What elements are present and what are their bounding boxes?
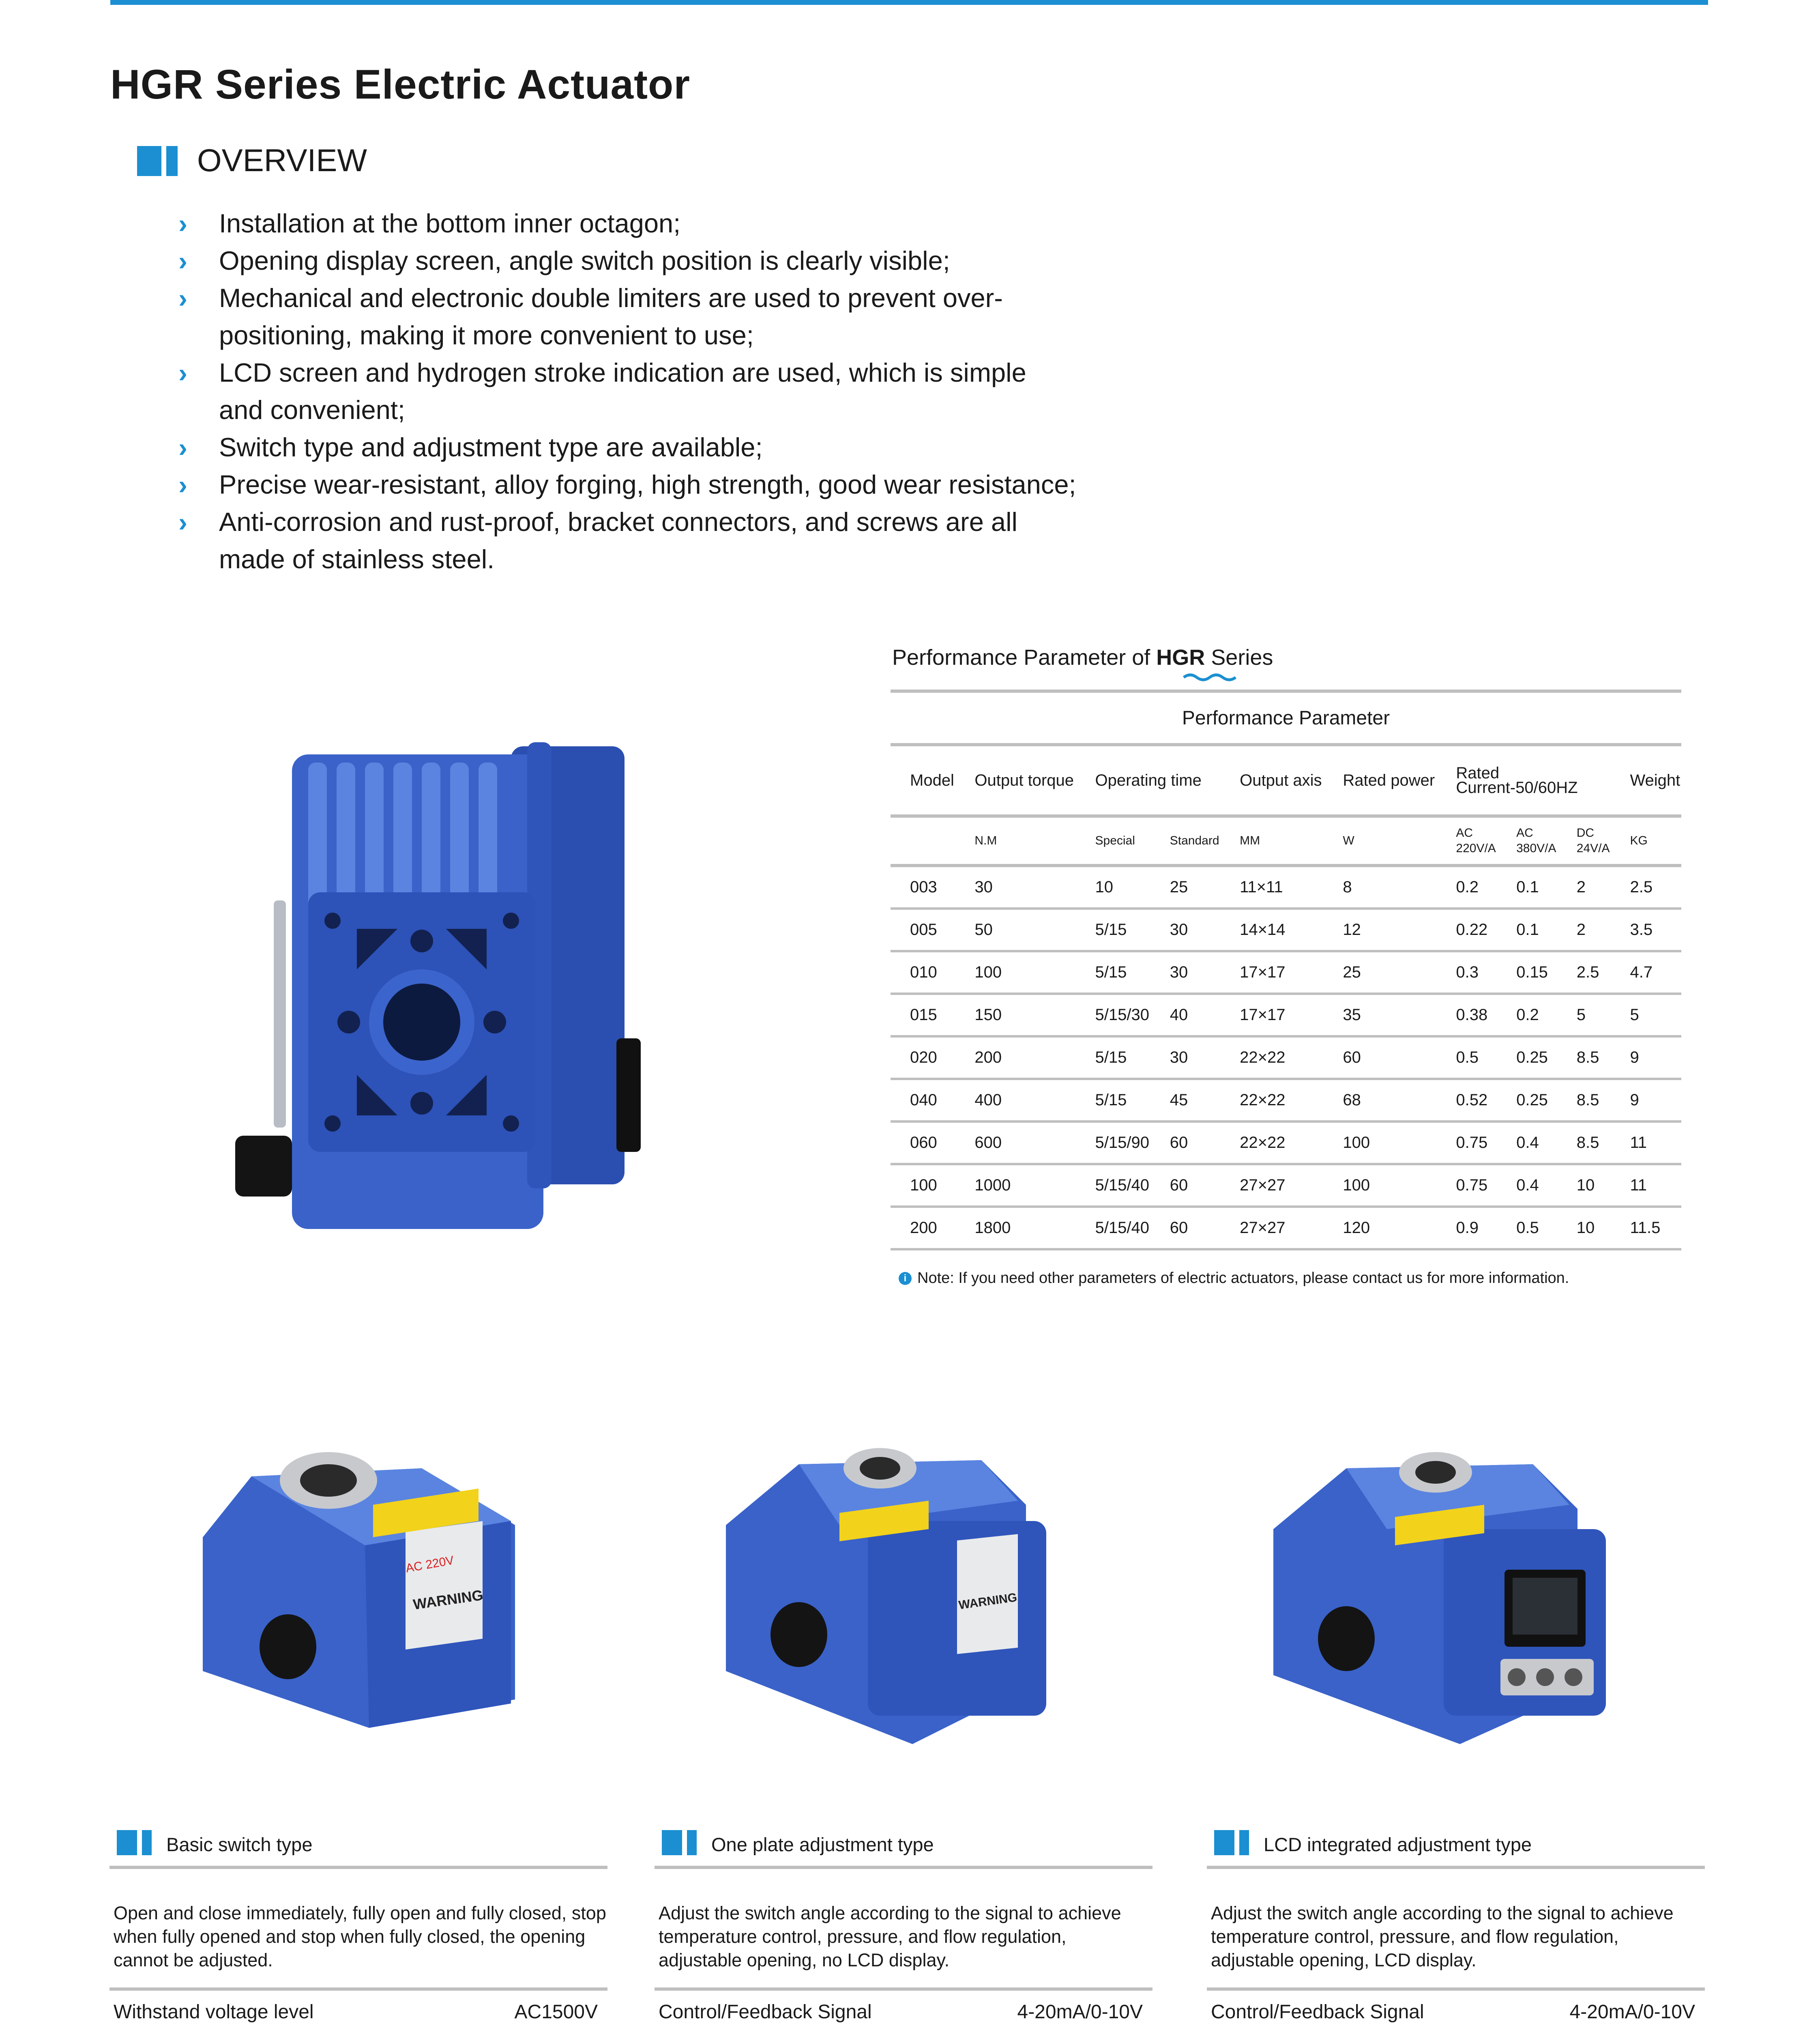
table-cell: 0.9 bbox=[1436, 1207, 1497, 1249]
table-row bbox=[891, 1164, 1681, 1207]
overview-bullet: › LCD screen and hydrogen stroke indication are used, which is simple and convenient; bbox=[178, 354, 1071, 429]
spec-name: Control/Feedback Signal bbox=[1211, 2001, 1424, 2023]
unit-label: AC 380V/A bbox=[1497, 816, 1557, 866]
table-row bbox=[891, 1207, 1681, 1249]
table-cell: 100 bbox=[891, 1164, 955, 1207]
table-cell: 35 bbox=[1323, 994, 1436, 1036]
table-cell: 0.4 bbox=[1497, 1121, 1557, 1164]
overview-bullet-list bbox=[178, 205, 1152, 578]
overview-heading: OVERVIEW bbox=[197, 142, 367, 178]
section-marker-icon bbox=[137, 146, 178, 176]
table-cell: 1000 bbox=[955, 1164, 1075, 1207]
column-header: Operating time bbox=[1076, 745, 1221, 816]
table-cell: 1800 bbox=[955, 1207, 1075, 1249]
table-cell: 5/15/30 bbox=[1076, 994, 1150, 1036]
table-cell: 11.5 bbox=[1611, 1207, 1682, 1249]
table-note: i Note: If you need other parameters of electric actuators, please contact us for more information. bbox=[899, 1270, 1569, 1287]
table-cell: 5 bbox=[1611, 994, 1682, 1036]
type-description: Adjust the switch angle according to the signal to achieve temperature control, pressure, and flow regulation, adjustable opening, no LCD display. bbox=[655, 1869, 1153, 1991]
type-column-lcd bbox=[1207, 1825, 1705, 2028]
overview-bullet: › Mechanical and electronic double limiters are used to prevent over-positioning, making it more convenient to use; bbox=[178, 279, 1010, 354]
table-cell: 0.5 bbox=[1497, 1207, 1557, 1249]
chevron-right-icon: › bbox=[178, 507, 187, 537]
table-caption: Performance Parameter bbox=[891, 691, 1681, 745]
table-cell: 60 bbox=[1150, 1207, 1220, 1249]
column-header: Model bbox=[891, 745, 955, 816]
table-cell: 9 bbox=[1611, 1036, 1682, 1079]
table-cell: 8.5 bbox=[1557, 1121, 1611, 1164]
table-cell: 200 bbox=[955, 1036, 1075, 1079]
type-column-basic bbox=[109, 1825, 607, 2028]
unit-label: MM bbox=[1220, 816, 1323, 866]
top-accent-bar bbox=[110, 0, 1708, 5]
overview-bullet: › Switch type and adjustment type are available; bbox=[178, 429, 1152, 466]
chevron-right-icon: › bbox=[178, 358, 187, 388]
spec-value: 4-20mA/0-10V bbox=[1017, 2001, 1143, 2023]
section-marker-icon bbox=[1214, 1830, 1249, 1855]
table-cell: 150 bbox=[955, 994, 1075, 1036]
table-cell: 22×22 bbox=[1220, 1121, 1323, 1164]
table-cell: 68 bbox=[1323, 1079, 1436, 1121]
table-cell: 0.38 bbox=[1436, 994, 1497, 1036]
table-cell: 0.25 bbox=[1497, 1079, 1557, 1121]
table-cell: 0.75 bbox=[1436, 1121, 1497, 1164]
table-cell: 5/15/40 bbox=[1076, 1164, 1150, 1207]
page-title: HGR Series Electric Actuator bbox=[110, 61, 691, 107]
table-cell: 22×22 bbox=[1220, 1036, 1323, 1079]
table-cell: 60 bbox=[1150, 1164, 1220, 1207]
table-cell: 010 bbox=[891, 951, 955, 994]
svg-text:WARNING: WARNING bbox=[957, 1590, 1018, 1612]
table-row bbox=[891, 994, 1681, 1036]
table-cell: 5 bbox=[1557, 994, 1611, 1036]
table-cell: 40 bbox=[1150, 994, 1220, 1036]
unit-label: Standard bbox=[1150, 816, 1220, 866]
table-cell: 120 bbox=[1323, 1207, 1436, 1249]
table-cell: 2.5 bbox=[1611, 866, 1682, 909]
overview-bullet: › Installation at the bottom inner octagon; bbox=[178, 205, 1152, 242]
table-cell: 0.4 bbox=[1497, 1164, 1557, 1207]
table-cell: 5/15/40 bbox=[1076, 1207, 1150, 1249]
table-cell: 020 bbox=[891, 1036, 955, 1079]
spec-row bbox=[655, 1991, 1153, 2028]
table-cell: 10 bbox=[1557, 1164, 1611, 1207]
table-cell: 5/15 bbox=[1076, 951, 1150, 994]
spec-value: AC1500V bbox=[514, 2001, 598, 2023]
table-cell: 30 bbox=[955, 866, 1075, 909]
table-cell: 0.75 bbox=[1436, 1164, 1497, 1207]
spec-name: Control/Feedback Signal bbox=[659, 2001, 872, 2023]
svg-text:AC 220V: AC 220V bbox=[404, 1553, 455, 1575]
overview-bullet: › Precise wear-resistant, alloy forging, high strength, good wear resistance; bbox=[178, 466, 1152, 503]
overview-bullet: › Opening display screen, angle switch position is clearly visible; bbox=[178, 242, 1152, 279]
table-cell: 003 bbox=[891, 866, 955, 909]
table-cell: 60 bbox=[1323, 1036, 1436, 1079]
table-cell: 27×27 bbox=[1220, 1207, 1323, 1249]
table-cell: 50 bbox=[955, 909, 1075, 951]
unit-label: KG bbox=[1611, 816, 1682, 866]
table-cell: 015 bbox=[891, 994, 955, 1036]
table-cell: 8 bbox=[1323, 866, 1436, 909]
table-cell: 100 bbox=[1323, 1164, 1436, 1207]
table-cell: 3.5 bbox=[1611, 909, 1682, 951]
table-cell: 600 bbox=[955, 1121, 1075, 1164]
lcd-integrated-type-image bbox=[1265, 1448, 1622, 1752]
spec-row bbox=[1207, 1991, 1705, 2028]
one-plate-adjustment-type-image bbox=[718, 1444, 1067, 1752]
svg-text:WARNING: WARNING bbox=[412, 1586, 485, 1613]
table-cell: 060 bbox=[891, 1121, 955, 1164]
table-cell: 9 bbox=[1611, 1079, 1682, 1121]
table-cell: 30 bbox=[1150, 1036, 1220, 1079]
column-header: Output torque bbox=[955, 745, 1075, 816]
type-description: Open and close immediately, fully open and fully closed, stop when fully opened and stop when fully closed, the opening cannot be adjusted. bbox=[109, 1869, 607, 1991]
table-cell: 5/15 bbox=[1076, 1079, 1150, 1121]
table-cell: 8.5 bbox=[1557, 1079, 1611, 1121]
table-cell: 400 bbox=[955, 1079, 1075, 1121]
table-cell: 17×17 bbox=[1220, 951, 1323, 994]
table-cell: 2 bbox=[1557, 866, 1611, 909]
chevron-right-icon: › bbox=[178, 432, 187, 462]
table-cell: 0.1 bbox=[1497, 866, 1557, 909]
chevron-right-icon: › bbox=[178, 246, 187, 276]
type-description: Adjust the switch angle according to the signal to achieve temperature control, pressure, and flow regulation, adjustable opening, LCD display. bbox=[1207, 1869, 1705, 1991]
table-cell: 11 bbox=[1611, 1121, 1682, 1164]
type-label: LCD integrated adjustment type bbox=[1264, 1834, 1532, 1855]
table-row bbox=[891, 909, 1681, 951]
table-cell: 0.5 bbox=[1436, 1036, 1497, 1079]
table-row bbox=[891, 866, 1681, 909]
type-label: Basic switch type bbox=[166, 1834, 313, 1855]
unit-label: W bbox=[1323, 816, 1436, 866]
performance-table bbox=[891, 690, 1681, 1250]
table-cell: 0.2 bbox=[1497, 994, 1557, 1036]
table-cell: 30 bbox=[1150, 909, 1220, 951]
column-header: Output axis bbox=[1220, 745, 1323, 816]
table-cell: 5/15 bbox=[1076, 909, 1150, 951]
unit-label: AC 220V/A bbox=[1436, 816, 1497, 866]
table-cell: 11 bbox=[1611, 1164, 1682, 1207]
table-cell: 14×14 bbox=[1220, 909, 1323, 951]
table-cell: 0.25 bbox=[1497, 1036, 1557, 1079]
unit-label: N.M bbox=[955, 816, 1075, 866]
table-cell: 0.3 bbox=[1436, 951, 1497, 994]
table-cell: 45 bbox=[1150, 1079, 1220, 1121]
table-cell: 8.5 bbox=[1557, 1036, 1611, 1079]
column-header: Rated Current-50/60HZ bbox=[1436, 745, 1610, 816]
table-cell: 040 bbox=[891, 1079, 955, 1121]
actuator-bottom-view-image bbox=[227, 738, 649, 1241]
table-cell: 12 bbox=[1323, 909, 1436, 951]
column-header: Weight bbox=[1611, 745, 1682, 816]
table-cell: 0.22 bbox=[1436, 909, 1497, 951]
chevron-right-icon: › bbox=[178, 208, 187, 238]
table-cell: 60 bbox=[1150, 1121, 1220, 1164]
table-cell: 0.1 bbox=[1497, 909, 1557, 951]
table-cell: 5/15/90 bbox=[1076, 1121, 1150, 1164]
chevron-right-icon: › bbox=[178, 470, 187, 500]
section-marker-icon bbox=[662, 1830, 697, 1855]
type-label: One plate adjustment type bbox=[711, 1834, 934, 1855]
table-cell: 5/15 bbox=[1076, 1036, 1150, 1079]
column-header: Rated power bbox=[1323, 745, 1436, 816]
chevron-right-icon: › bbox=[178, 283, 187, 313]
table-cell: 4.7 bbox=[1611, 951, 1682, 994]
type-column-one-plate bbox=[655, 1825, 1153, 2028]
table-row bbox=[891, 1121, 1681, 1164]
table-cell: 27×27 bbox=[1220, 1164, 1323, 1207]
table-cell: 10 bbox=[1557, 1207, 1611, 1249]
spec-name: Withstand voltage level bbox=[114, 2001, 314, 2023]
info-icon: i bbox=[899, 1272, 912, 1285]
table-cell: 10 bbox=[1076, 866, 1150, 909]
table-cell: 0.15 bbox=[1497, 951, 1557, 994]
spec-value: 4-20mA/0-10V bbox=[1569, 2001, 1695, 2023]
section-marker-icon bbox=[117, 1830, 152, 1855]
table-row bbox=[891, 1079, 1681, 1121]
table-cell: 2 bbox=[1557, 909, 1611, 951]
table-cell: 0.2 bbox=[1436, 866, 1497, 909]
table-row bbox=[891, 1036, 1681, 1079]
basic-switch-type-image bbox=[195, 1444, 519, 1736]
spec-row bbox=[109, 1991, 607, 2028]
table-cell: 25 bbox=[1150, 866, 1220, 909]
table-cell: 0.52 bbox=[1436, 1079, 1497, 1121]
performance-title: Performance Parameter of HGR Series bbox=[892, 645, 1273, 670]
table-cell: 200 bbox=[891, 1207, 955, 1249]
table-cell: 100 bbox=[1323, 1121, 1436, 1164]
wave-underline-icon bbox=[1182, 673, 1239, 682]
table-cell: 100 bbox=[955, 951, 1075, 994]
unit-label: Special bbox=[1076, 816, 1150, 866]
table-cell: 22×22 bbox=[1220, 1079, 1323, 1121]
table-cell: 17×17 bbox=[1220, 994, 1323, 1036]
table-cell: 005 bbox=[891, 909, 955, 951]
table-cell: 30 bbox=[1150, 951, 1220, 994]
table-row bbox=[891, 951, 1681, 994]
unit-label: DC 24V/A bbox=[1557, 816, 1611, 866]
table-cell: 2.5 bbox=[1557, 951, 1611, 994]
overview-bullet: › Anti-corrosion and rust-proof, bracket connectors, and screws are all made of stainless steel. bbox=[178, 503, 1071, 578]
table-cell: 11×11 bbox=[1220, 866, 1323, 909]
table-cell: 25 bbox=[1323, 951, 1436, 994]
